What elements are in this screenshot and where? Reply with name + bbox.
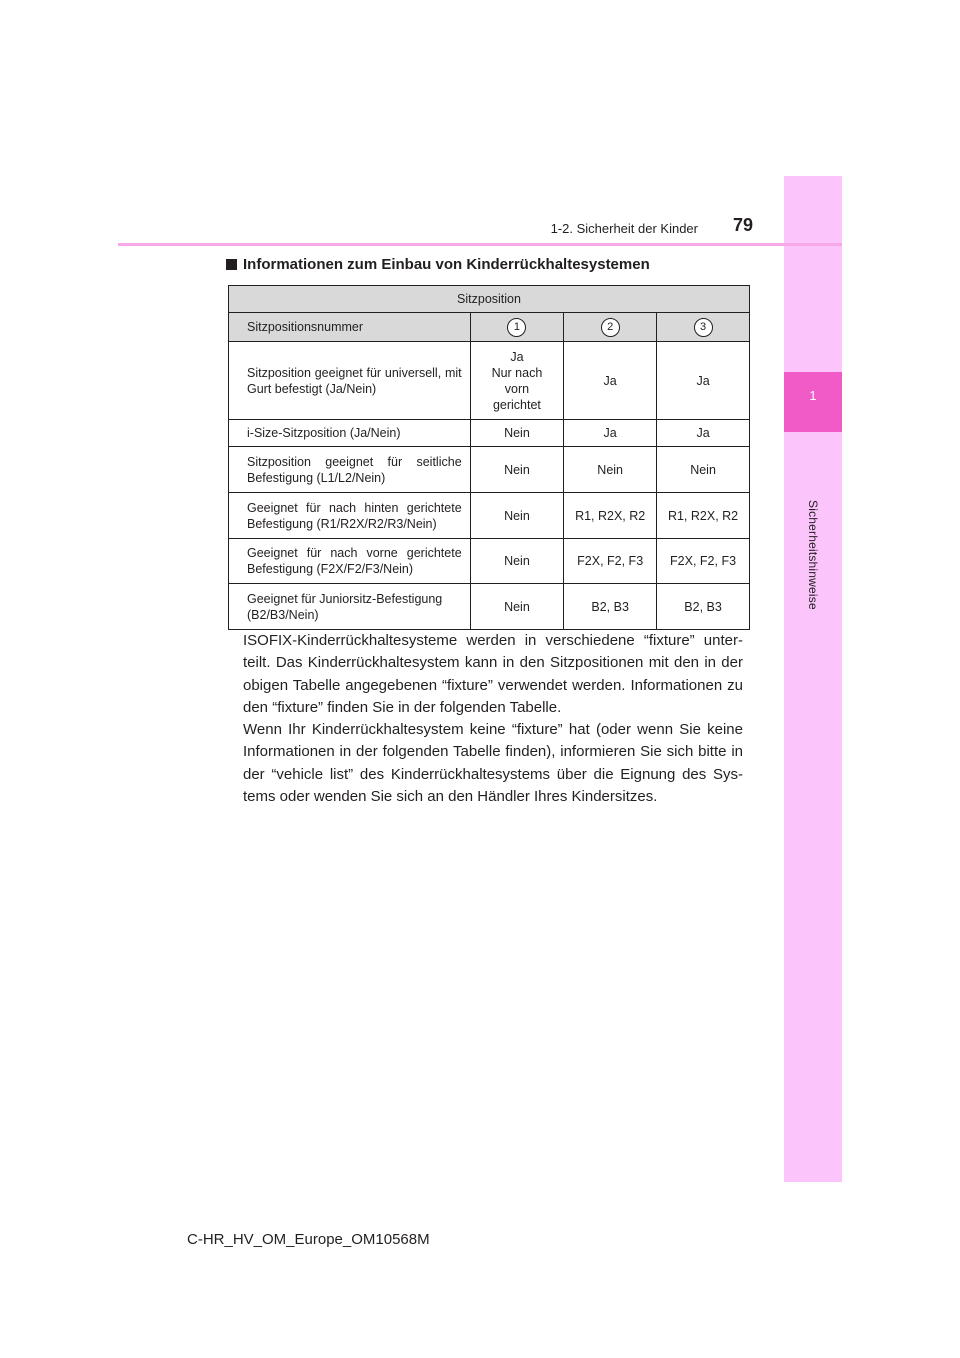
table-row: [229, 584, 750, 630]
cell-line: Ja: [510, 349, 524, 364]
table-row: [229, 539, 750, 584]
table-header-row: [229, 286, 750, 313]
seat-number-label: Sitzpositionsnummer: [229, 313, 471, 342]
table-cell: R1, R2X, R2: [564, 493, 657, 539]
row-label: Geeignet für nach vorne gerichtete Befestigung (F2X/F2/F3/Nein): [229, 539, 471, 584]
seat-number-1-icon: 1: [507, 318, 526, 337]
table-cell: B2, B3: [657, 584, 750, 630]
table-cell: Ja: [564, 420, 657, 447]
chapter-number: 1: [809, 388, 817, 403]
table-cell: Nein: [470, 539, 564, 584]
body-paragraph: ISOFIX-Kinderrückhaltesysteme werden in verschiedene “fixture” unter-teilt. Das Kinderrückhaltesystem kann in den Sitzpositionen mit den in der obigen Tabelle angegebenen “fixture” verwendet werden. Informationen zu den “fixture” finden Sie in der folgenden Tabelle.: [243, 632, 743, 716]
table-row: [229, 342, 750, 420]
table-cell: Ja: [657, 342, 750, 420]
page-number: 79: [733, 215, 754, 235]
row-label: i-Size-Sitzposition (Ja/Nein): [229, 420, 471, 447]
row-label: Geeignet für nach hinten gerichtete Befestigung (R1/R2X/R2/R3/Nein): [229, 493, 471, 539]
table-cell: [470, 342, 564, 420]
table-cell: Nein: [564, 447, 657, 493]
table-cell: Nein: [470, 447, 564, 493]
seat-number-cell: [470, 313, 564, 342]
seat-number-row: [229, 313, 750, 342]
seat-number-cell: [564, 313, 657, 342]
cell-line: vorn: [504, 381, 530, 396]
cell-line: gerichtet: [492, 397, 541, 412]
table-cell: Nein: [470, 584, 564, 630]
chapter-label: Sicherheitshinweise: [806, 500, 820, 610]
document-id-footer: C-HR_HV_OM_Europe_OM10568M: [187, 1231, 430, 1248]
table-cell: F2X, F2, F3: [564, 539, 657, 584]
body-text: [243, 630, 743, 808]
section-heading: [226, 256, 650, 273]
table-cell: Ja: [657, 420, 750, 447]
section-heading-text: Informationen zum Einbau von Kinderrückhaltesystemen: [243, 256, 650, 273]
row-label: Sitzposition geeignet für universell, mit Gurt befestigt (Ja/Nein): [229, 342, 471, 420]
header-divider: [118, 243, 842, 246]
seat-number-cell: [657, 313, 750, 342]
seat-number-3-icon: 3: [694, 318, 713, 337]
table-cell: Nein: [470, 493, 564, 539]
row-label: Geeignet für Juniorsitz-Befestigung (B2/B3/Nein): [229, 584, 471, 630]
table-row: [229, 447, 750, 493]
chapter-side-strip: [784, 176, 842, 1182]
section-title: 1-2. Sicherheit der Kinder: [550, 221, 698, 236]
seat-number-2-icon: 2: [601, 318, 620, 337]
table-cell: Ja: [564, 342, 657, 420]
cell-line: Nur nach: [491, 365, 543, 380]
table-cell: R1, R2X, R2: [657, 493, 750, 539]
seat-position-table: [228, 285, 750, 630]
table-row: [229, 493, 750, 539]
table-cell: Nein: [657, 447, 750, 493]
table-header-title: Sitzposition: [229, 286, 750, 313]
body-paragraph: Wenn Ihr Kinderrückhaltesystem keine “fixture” hat (oder wenn Sie keine Informationen in der folgenden Tabelle finden), informieren Sie sich bitte in der “vehicle list” des Kinderrückhaltesystems über die Eignung des Sys-tems oder wenden Sie sich an den Händler Ihres Kindersitzes.: [243, 721, 743, 806]
row-label: Sitzposition geeignet für seitliche Befestigung (L1/L2/Nein): [229, 447, 471, 493]
square-bullet-icon: [226, 259, 237, 270]
table-cell: B2, B3: [564, 584, 657, 630]
table-cell: Nein: [470, 420, 564, 447]
table-row: [229, 420, 750, 447]
table-cell: F2X, F2, F3: [657, 539, 750, 584]
